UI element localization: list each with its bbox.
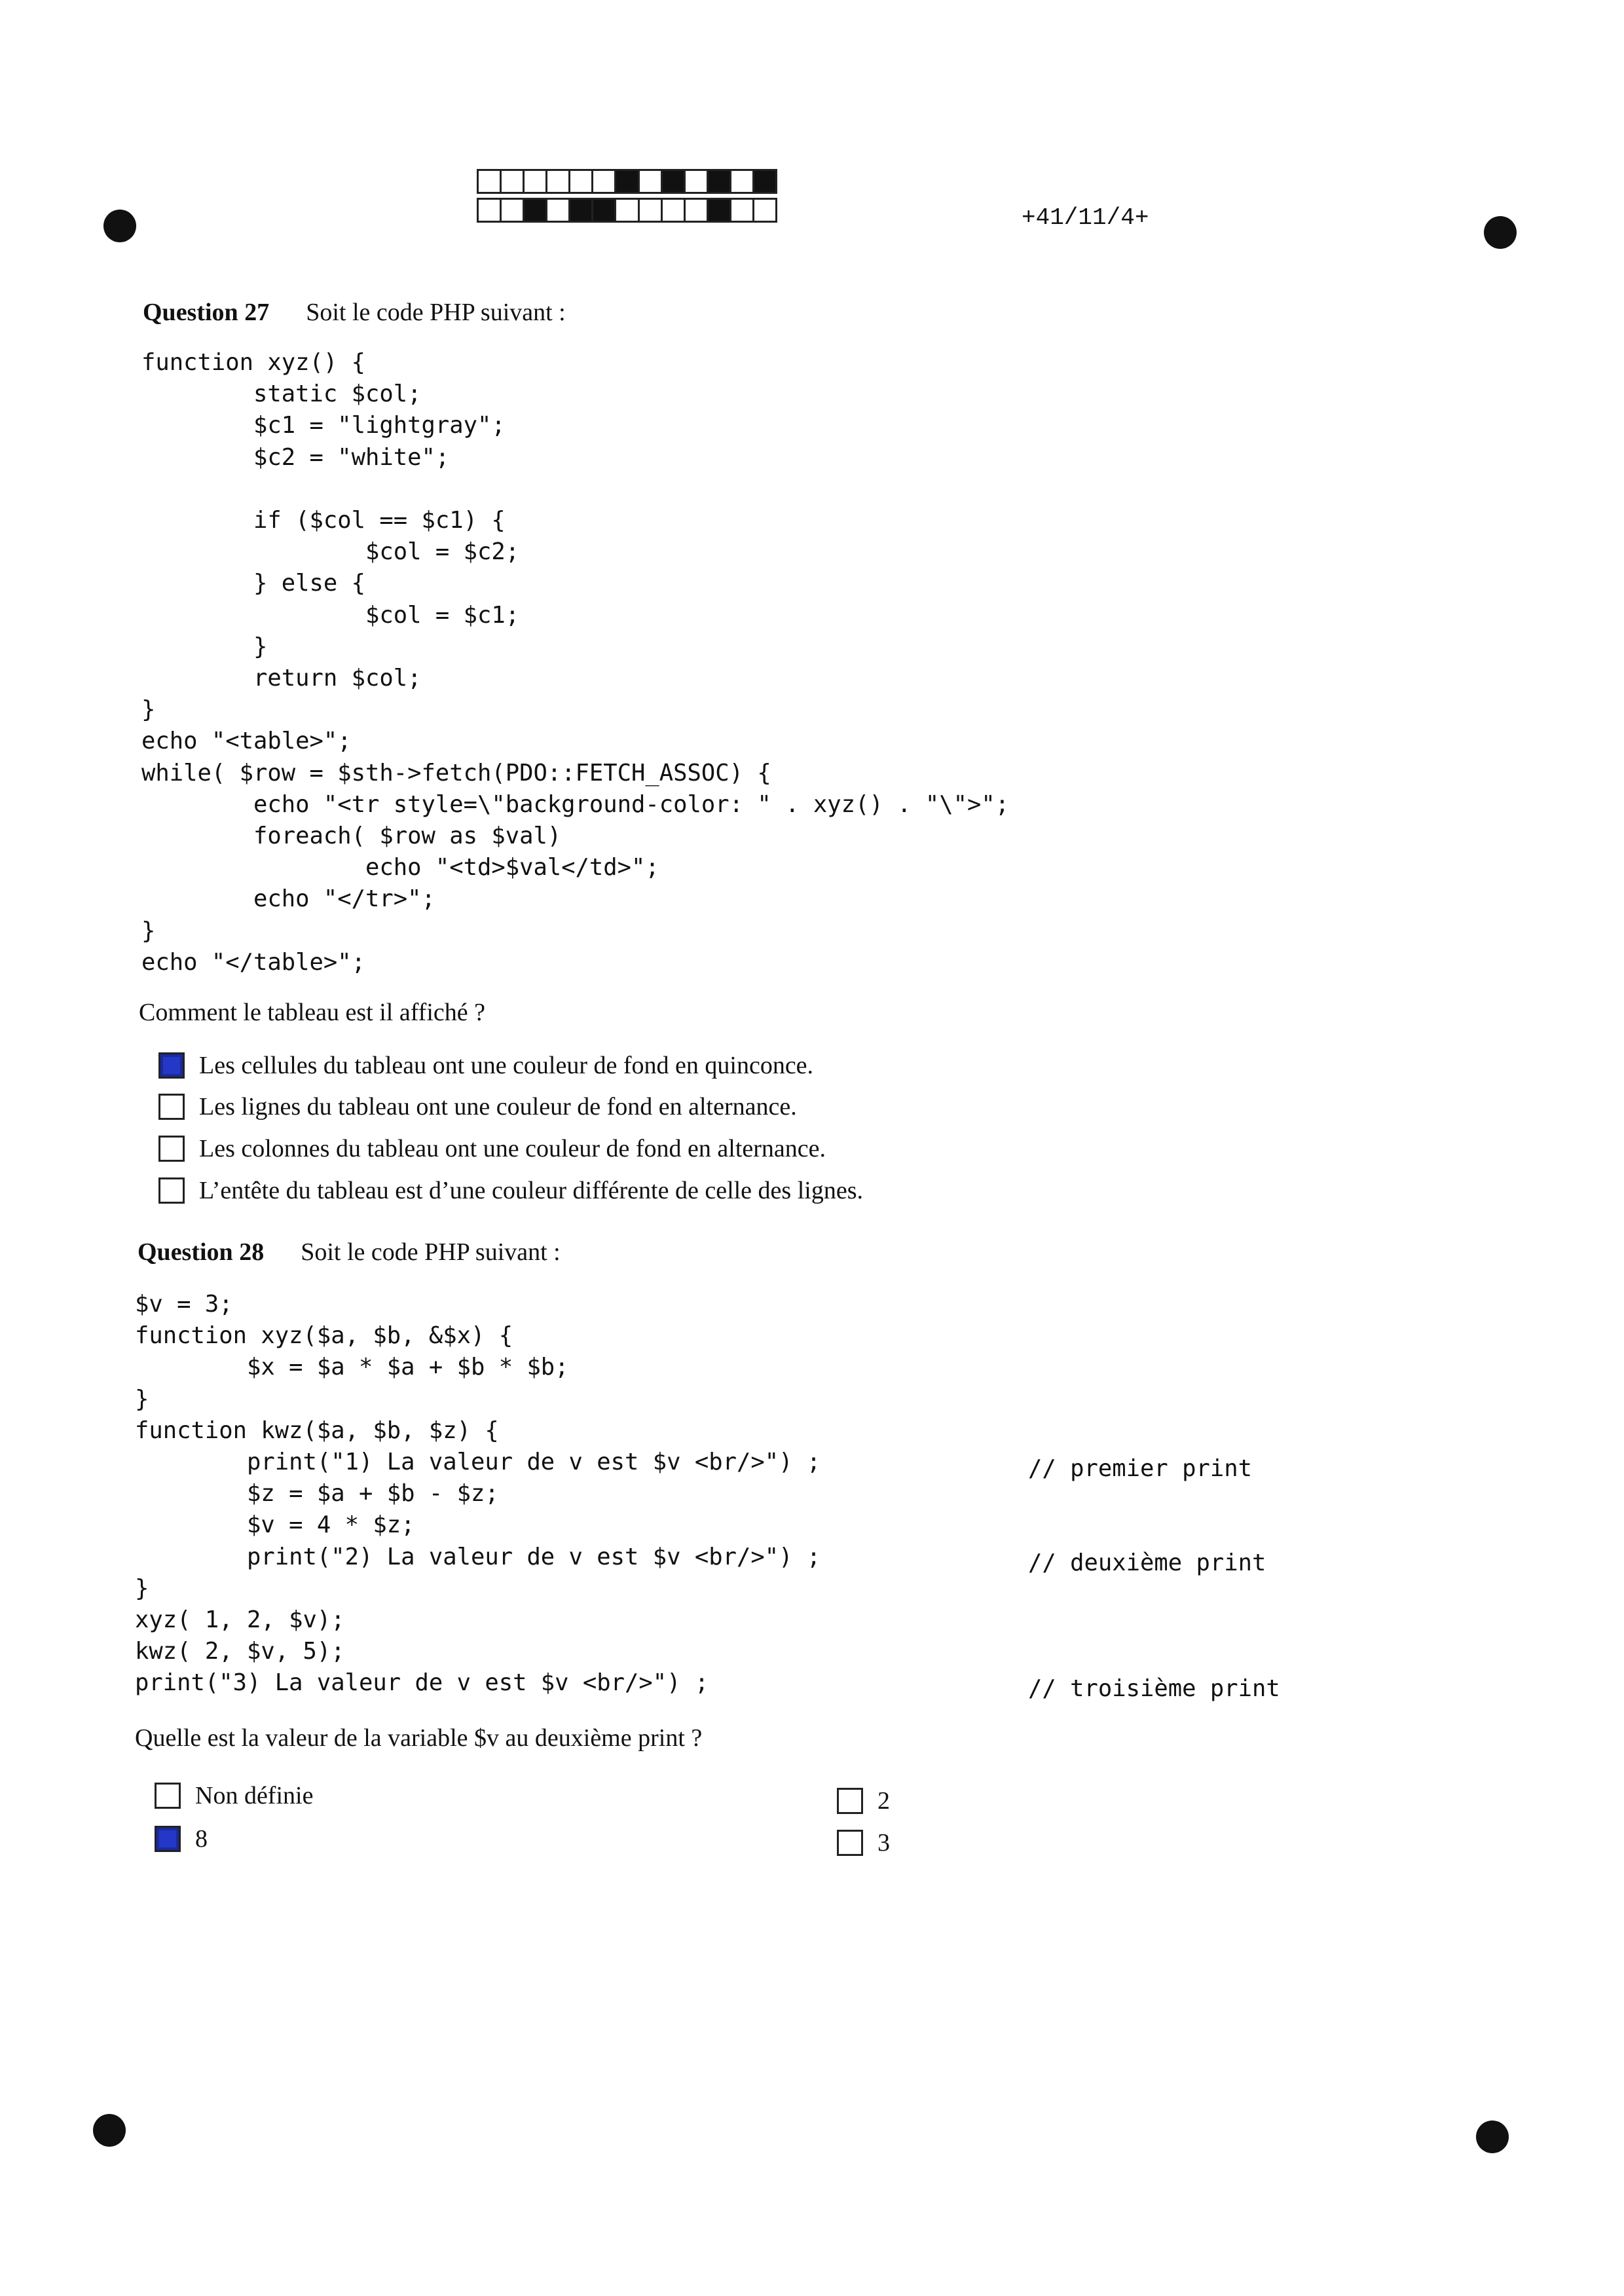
barcode-cell — [707, 198, 731, 223]
barcode-cell — [500, 169, 525, 194]
barcode-cell — [545, 169, 570, 194]
barcode-cell — [477, 198, 502, 223]
question-28-header — [138, 1238, 561, 1267]
barcode-cell — [614, 198, 639, 223]
barcode-row-1 — [479, 169, 777, 194]
question-prompt-27: Comment le tableau est il affiché ? — [139, 999, 485, 1026]
barcode-cell — [523, 169, 547, 194]
barcode-cell — [591, 198, 616, 223]
checkbox[interactable] — [837, 1830, 863, 1856]
question-prompt-28: Quelle est la valeur de la variable $v au deuxième print ? — [135, 1724, 703, 1752]
barcode-cell — [684, 198, 709, 223]
code-comment-1: // premier print — [1028, 1455, 1252, 1482]
registration-mark-top-left — [103, 210, 136, 242]
registration-mark-top-right — [1484, 216, 1517, 249]
checkbox[interactable] — [158, 1094, 185, 1120]
choice-label: Les cellules du tableau ont une couleur de fond en quinconce. — [199, 1052, 814, 1079]
barcode-cell — [500, 198, 525, 223]
barcode-cell — [591, 169, 616, 194]
barcode-cell — [614, 169, 639, 194]
registration-mark-bottom-right — [1476, 2120, 1509, 2153]
choice-label: 8 — [195, 1825, 208, 1853]
barcode-row-2 — [479, 198, 777, 223]
choice-label: Les lignes du tableau ont une couleur de fond en alternance. — [199, 1093, 797, 1120]
code-comment-2: // deuxième print — [1028, 1549, 1266, 1576]
barcode-cell — [638, 169, 663, 194]
checkbox[interactable] — [837, 1788, 863, 1814]
question-intro: Soit le code PHP suivant : — [306, 299, 566, 326]
checkbox-checked[interactable] — [158, 1052, 185, 1079]
choice-27-c[interactable] — [158, 1134, 826, 1163]
choice-28-c[interactable] — [837, 1787, 890, 1815]
choice-label: 2 — [877, 1787, 890, 1815]
choice-27-a[interactable] — [158, 1051, 813, 1080]
barcode-cell — [661, 198, 686, 223]
choice-label: Les colonnes du tableau ont une couleur de fond en alternance. — [199, 1135, 826, 1162]
barcode-cell — [729, 198, 754, 223]
checkbox[interactable] — [158, 1177, 185, 1204]
barcode-cell — [638, 198, 663, 223]
choice-label: 3 — [877, 1829, 890, 1857]
choice-27-d[interactable] — [158, 1176, 863, 1205]
question-number: Question 27 — [143, 299, 270, 326]
barcode-cell — [729, 169, 754, 194]
barcode-cell — [752, 198, 777, 223]
code-block-27: function xyz() { static $col; $c1 = "lightgray"; $c2 = "white"; if ($col == $c1) { $col = $c2; } else { $col = $c1; } return $col; } echo "<table>"; while( $row = $sth->fetch(PDO::FETCH_ASSOC) { echo "<tr style=\"background-color: " . xyz() . "\">"; foreach( $row as $val) echo "<td>$val</td>"; echo "</tr>"; } echo "</table>"; — [141, 349, 1010, 976]
barcode-cell — [523, 198, 547, 223]
barcode-cell — [684, 169, 709, 194]
barcode-cell — [661, 169, 686, 194]
checkbox-checked[interactable] — [155, 1826, 181, 1852]
registration-mark-bottom-left — [93, 2114, 126, 2147]
question-27-header — [143, 298, 566, 327]
question-number: Question 28 — [138, 1238, 265, 1266]
barcode-cell — [477, 169, 502, 194]
code-comment-3: // troisième print — [1028, 1675, 1280, 1702]
choice-27-b[interactable] — [158, 1092, 797, 1121]
barcode-cell — [568, 169, 593, 194]
code-block-28: $v = 3; function xyz($a, $b, &$x) { $x = $a * $a + $b * $b; } function kwz($a, $b, $z) { print("1) La valeur de v est $v <br/>") ; $z = $a + $b - $z; $v = 4 * $z; print("2) La valeur de v est $v <br/>") ; } xyz( 1, 2, $v); kwz( 2, $v, 5); print("3) La valeur de v est $v <br/>") ; — [135, 1291, 821, 1697]
barcode-cell — [707, 169, 731, 194]
barcode-cell — [752, 169, 777, 194]
page-id: +41/11/4+ — [1022, 204, 1149, 231]
choice-28-a[interactable] — [155, 1781, 313, 1810]
choice-label: Non définie — [195, 1782, 314, 1809]
question-intro: Soit le code PHP suivant : — [301, 1238, 561, 1266]
barcode-cell — [545, 198, 570, 223]
checkbox[interactable] — [158, 1136, 185, 1162]
barcode-cell — [568, 198, 593, 223]
choice-28-d[interactable] — [837, 1828, 890, 1857]
checkbox[interactable] — [155, 1783, 181, 1809]
choice-label: L’entête du tableau est d’une couleur différente de celle des lignes. — [199, 1177, 863, 1204]
choice-28-b[interactable] — [155, 1824, 208, 1853]
